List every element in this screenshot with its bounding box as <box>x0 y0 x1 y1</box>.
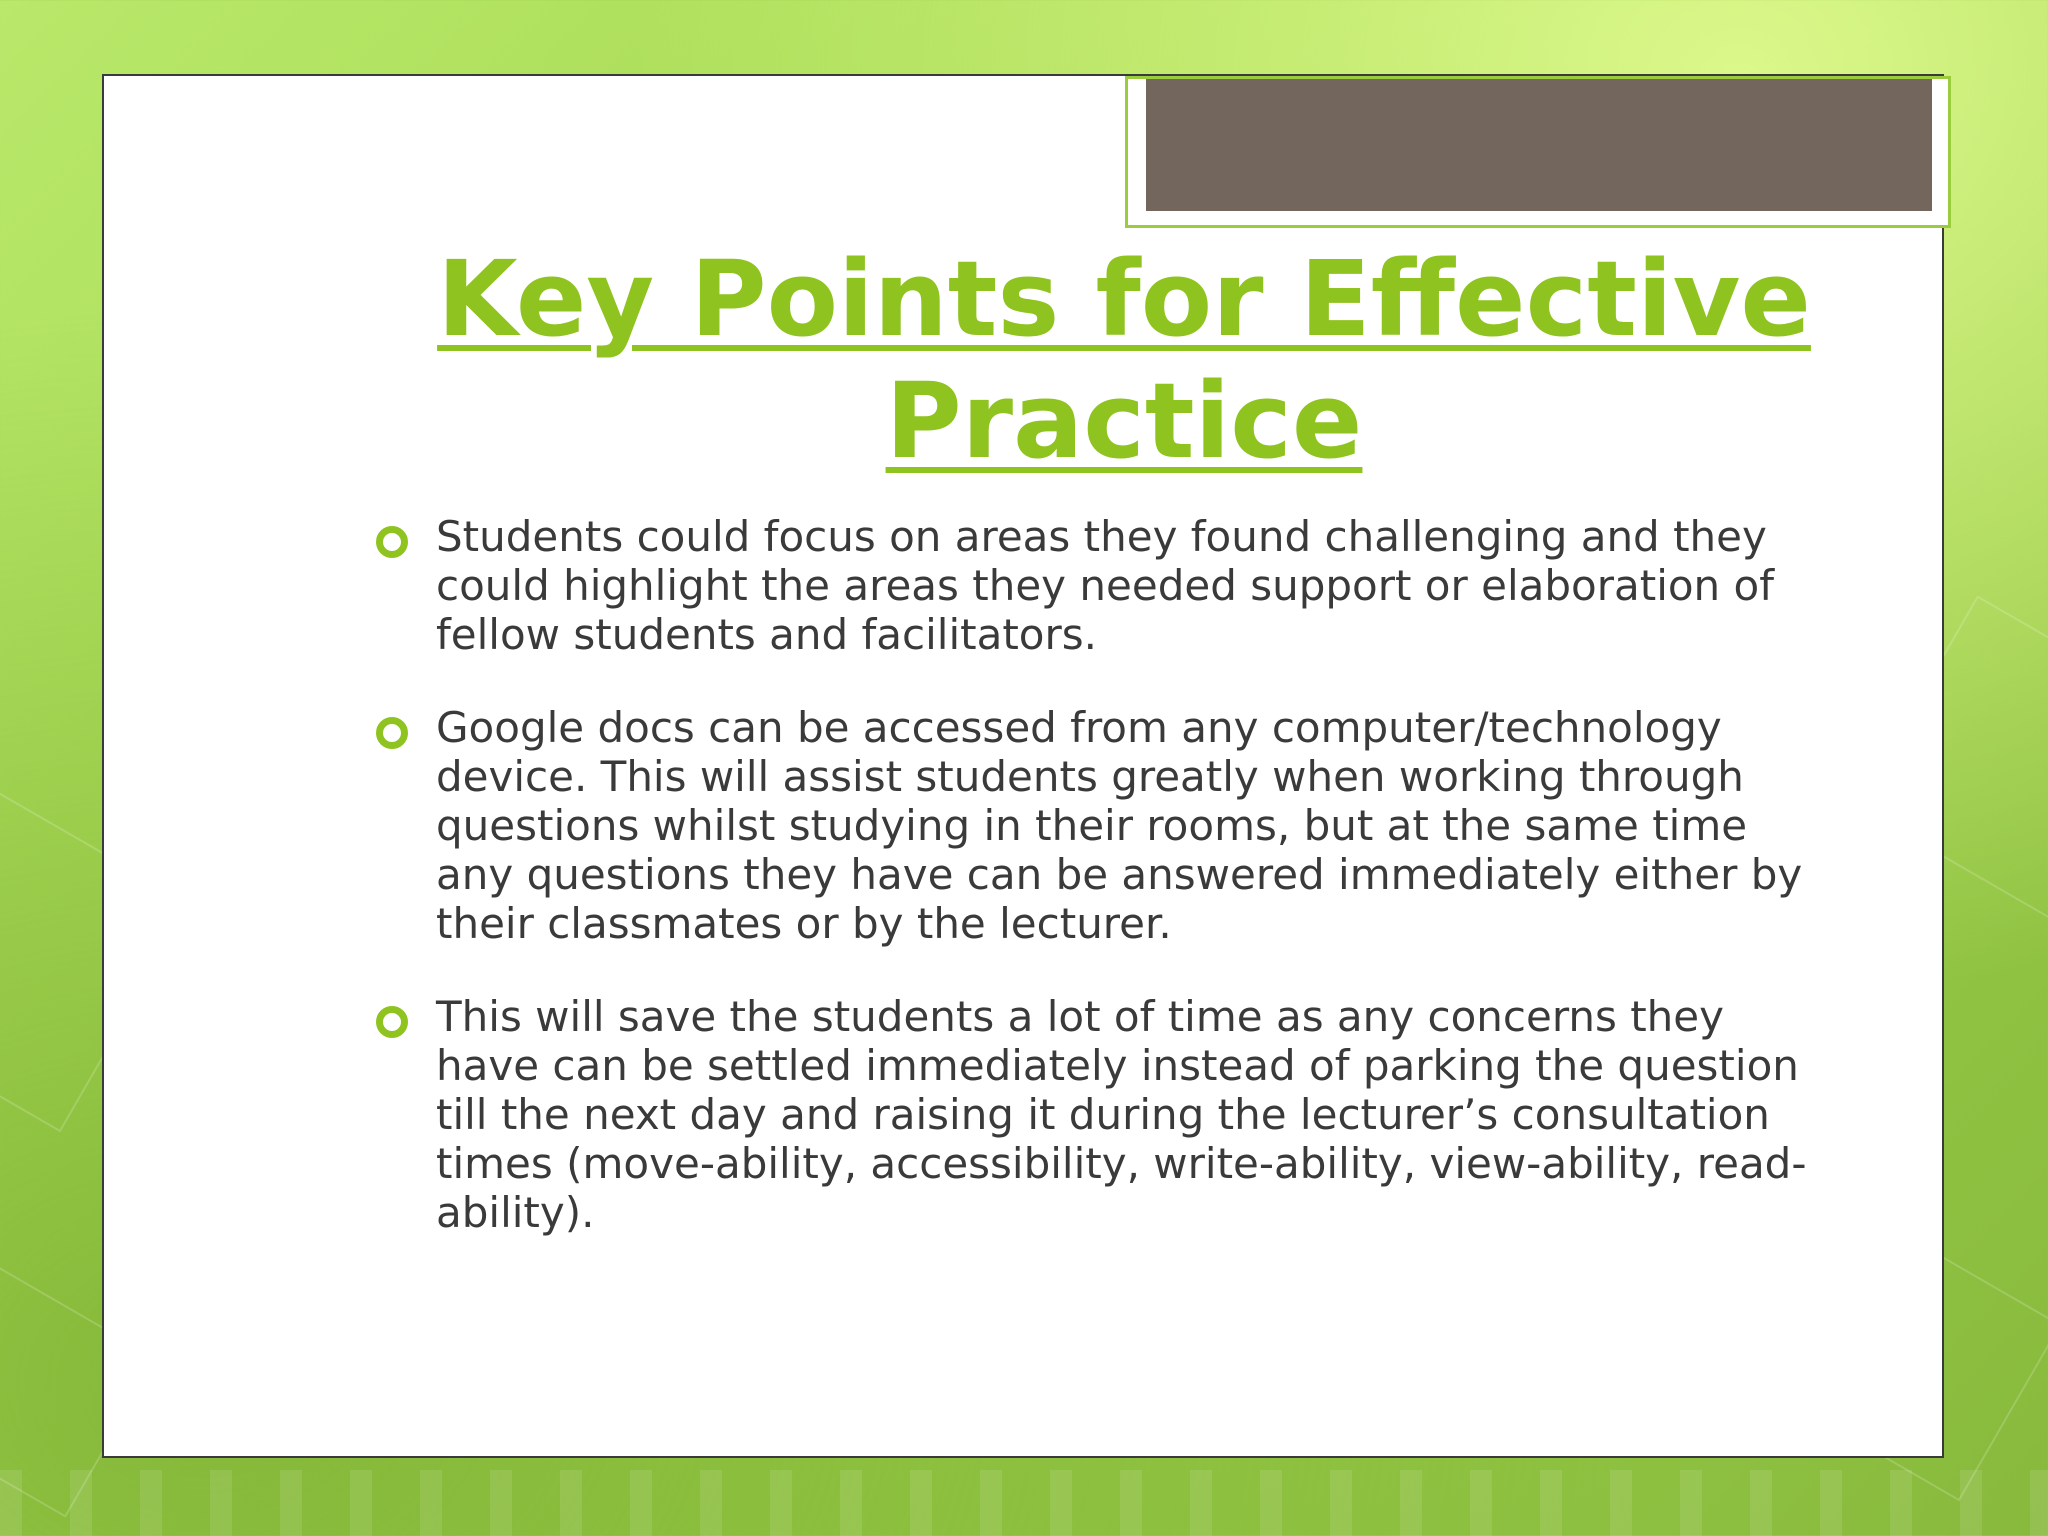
ring-bullet-icon <box>376 526 408 558</box>
bullet-list <box>374 512 1834 1281</box>
bullet-text: This will save the students a lot of time as any concerns they have can be settled immediately instead of parking the question till the next day and raising it during the lecturer’s consultation times (move-ability, accessibility, write-ability, view-ability, read-ability). <box>436 992 1807 1237</box>
bullet-item <box>374 703 1834 948</box>
slide-title: Key Points for Effective Practice <box>437 238 1811 482</box>
bullet-text: Students could focus on areas they found challenging and they could highlight the areas they needed support or elaboration of fellow students and facilitators. <box>436 512 1775 659</box>
bullet-item <box>374 992 1834 1237</box>
slide-content-panel <box>102 74 1944 1458</box>
title-decoration-frame <box>1125 76 1951 228</box>
ring-bullet-icon <box>376 1006 408 1038</box>
bullet-item <box>374 512 1834 659</box>
background-stripes <box>0 1470 2048 1536</box>
title-decoration-block <box>1146 79 1932 211</box>
bullet-text: Google docs can be accessed from any computer/technology device. This will assist students greatly when working through questions whilst studying in their rooms, but at the same time any questions they have can be answered immediately either by their classmates or by the lecturer. <box>436 703 1803 948</box>
ring-bullet-icon <box>376 717 408 749</box>
